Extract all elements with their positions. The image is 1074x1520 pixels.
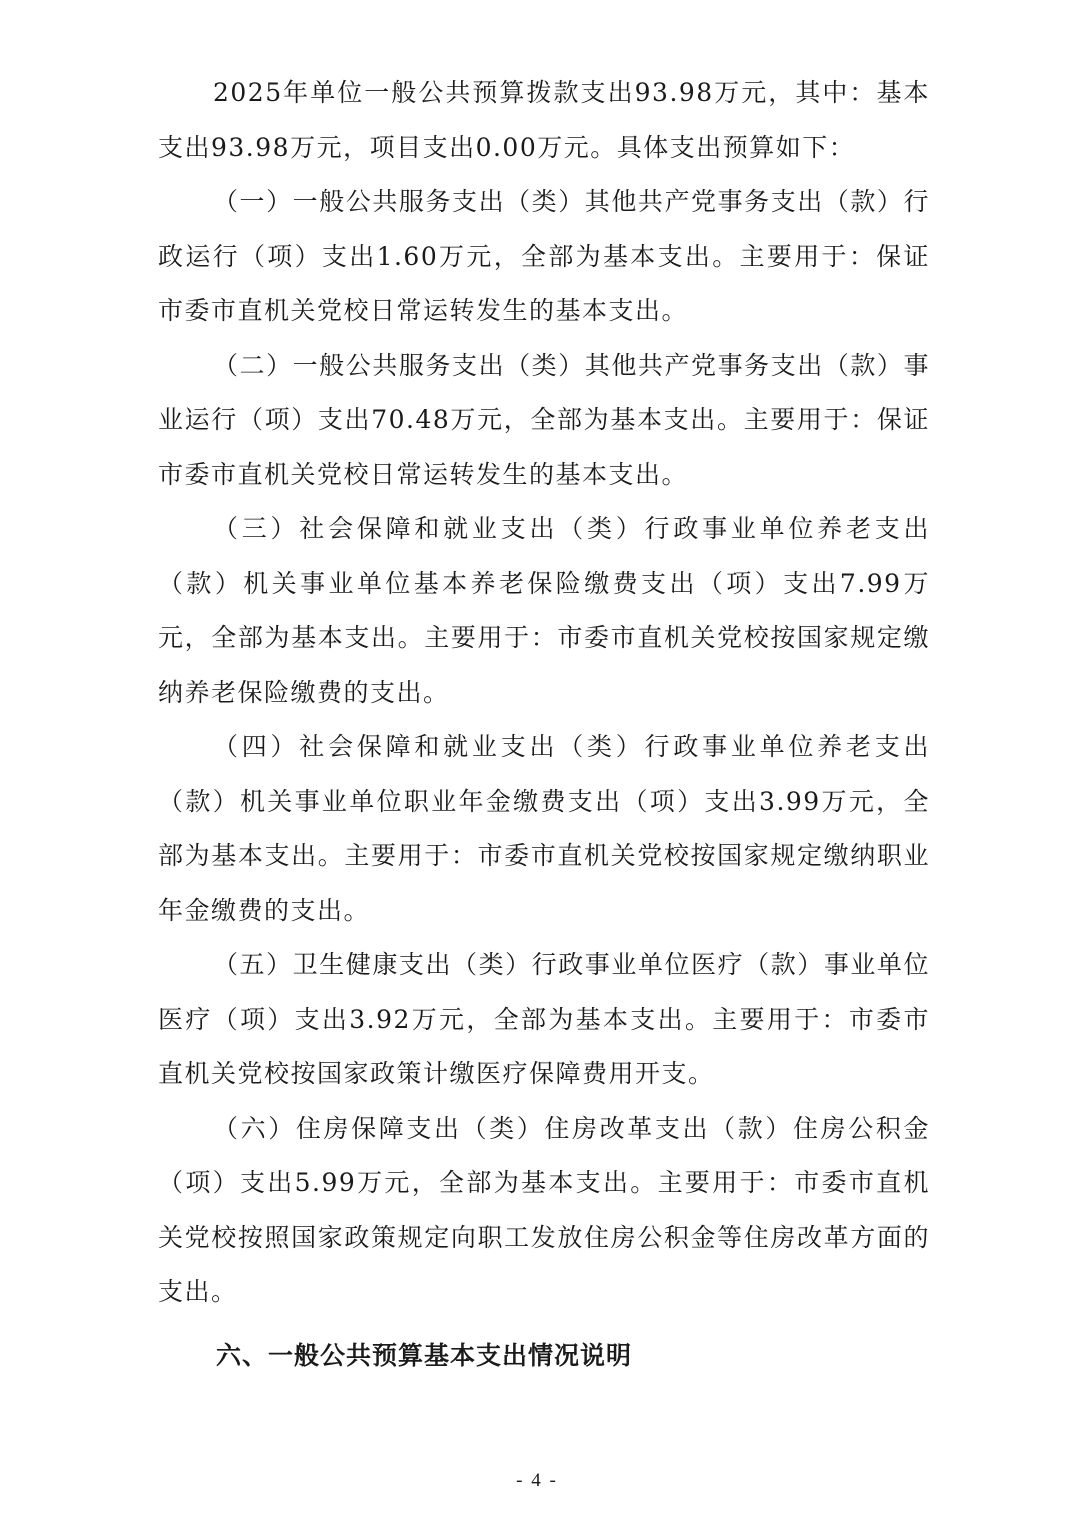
paragraph-item-4: （四）社会保障和就业支出（类）行政事业单位养老支出（款）机关事业单位职业年金缴费支出（项）支出3.99万元，全部为基本支出。主要用于：市委市直机关党校按国家规定缴纳职业年金缴费的支出。	[158, 732, 930, 925]
page-number: - 4 -	[516, 1470, 558, 1491]
section-heading: 六、一般公共预算基本支出情况说明	[216, 1341, 633, 1370]
paragraph-summary: 2025年单位一般公共预算拨款支出93.98万元，其中：基本支出93.98万元，项目支出0.00万元。具体支出预算如下：	[158, 78, 930, 162]
paragraph-item-5: （五）卫生健康支出（类）行政事业单位医疗（款）事业单位医疗（项）支出3.92万元，全部为基本支出。主要用于：市委市直机关党校按国家政策计缴医疗保障费用开支。	[158, 950, 930, 1088]
paragraph-item-1: （一）一般公共服务支出（类）其他共产党事务支出（款）行政运行（项）支出1.60万元，全部为基本支出。主要用于：保证市委市直机关党校日常运转发生的基本支出。	[158, 187, 930, 325]
document-body	[158, 66, 930, 1320]
paragraph-item-2: （二）一般公共服务支出（类）其他共产党事务支出（款）事业运行（项）支出70.48万元，全部为基本支出。主要用于：保证市委市直机关党校日常运转发生的基本支出。	[158, 350, 930, 489]
paragraph-item-3: （三）社会保障和就业支出（类）行政事业单位养老支出（款）机关事业单位基本养老保险缴费支出（项）支出7.99万元，全部为基本支出。主要用于：市委市直机关党校按国家规定缴纳养老保险缴费的支出。	[158, 514, 930, 707]
paragraph-item-6: （六）住房保障支出（类）住房改革支出（款）住房公积金（项）支出5.99万元，全部为基本支出。主要用于：市委市直机关党校按照国家政策规定向职工发放住房公积金等住房改革方面的支出。	[158, 1113, 930, 1306]
